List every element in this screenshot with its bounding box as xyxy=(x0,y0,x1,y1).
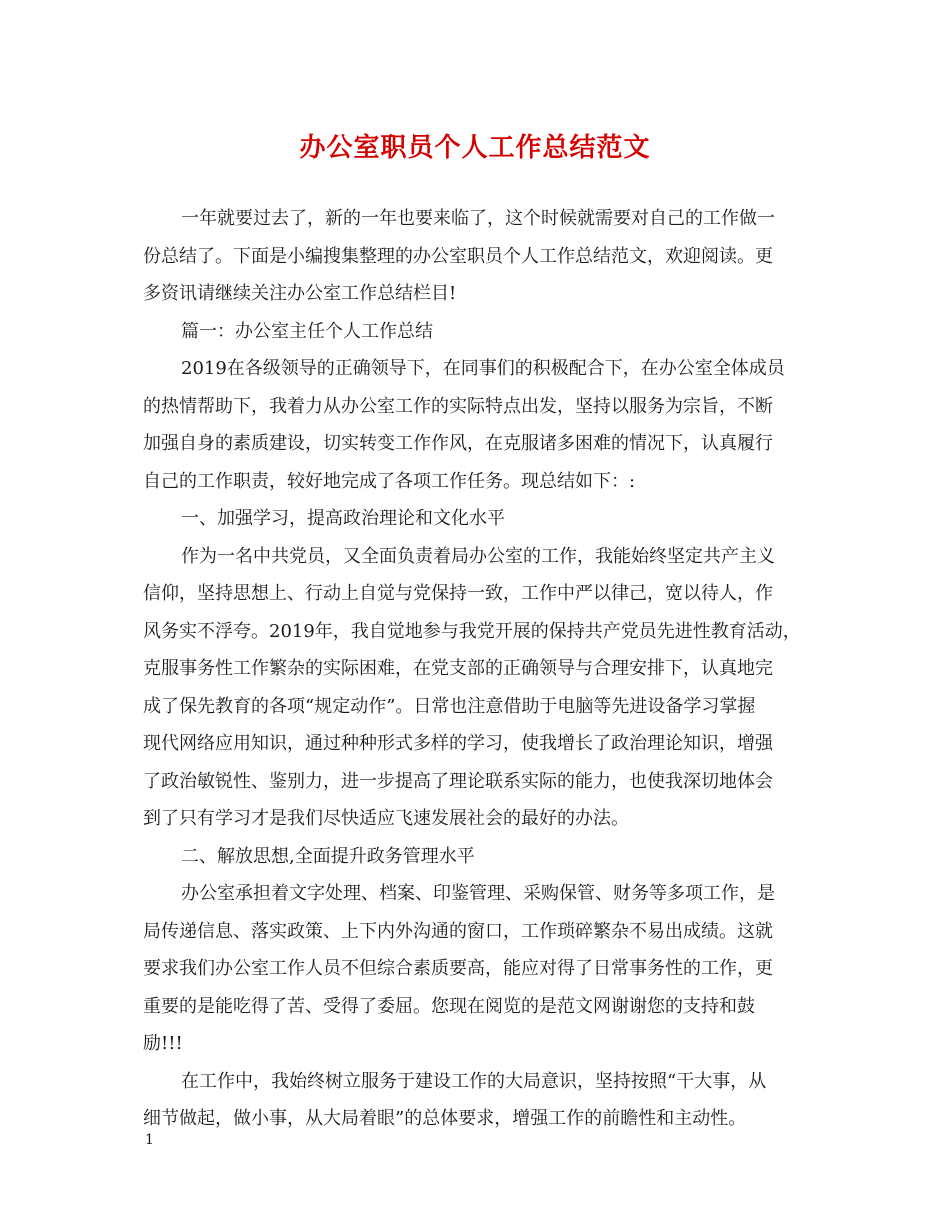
paragraph-line: 克服事务性工作繁杂的实际困难，在党支部的正确领导与合理安排下，认真地完 xyxy=(143,658,773,679)
paragraph-line: 局传递信息、落实政策、上下内外沟通的窗口，工作琐碎繁杂不易出成绩。这就 xyxy=(143,920,773,942)
paragraph-line: 现代网络应用知识，通过种种形式多样的学习，使我增长了政治理论知识，增强 xyxy=(143,733,773,754)
paragraph-line: 的热情帮助下，我着力从办公室工作的实际特点出发，坚持以服务为宗旨，不断 xyxy=(143,395,773,417)
paragraph-line: 成了保先教育的各项“规定动作”。日常也注意借助于电脑等先进设备学习掌握 xyxy=(143,695,756,717)
paragraph-line: 加强自身的素质建设，切实转变工作作风，在克服诸多困难的情况下，认真履行 xyxy=(143,433,773,454)
paragraph-line: 励!!! xyxy=(143,1033,183,1054)
paragraph-line: 重要的是能吃得了苦、受得了委屈。您现在阅览的是范文网谢谢您的支持和鼓 xyxy=(143,995,755,1017)
paragraph-line: 信仰，坚持思想上、行动上自觉与党保持一致，工作中严以律己，宽以待人，作 xyxy=(143,583,773,604)
paragraph-line: 2019在各级领导的正确领导下，在同事们的积极配合下，在办公室全体成员 xyxy=(181,358,785,379)
paragraph-line: 在工作中，我始终树立服务于建设工作的大局意识，坚持按照“干大事，从 xyxy=(181,1070,767,1092)
document-body xyxy=(143,200,811,1138)
paragraph-line: 作为一名中共党员，又全面负责着局办公室的工作，我能始终坚定共产主义 xyxy=(181,545,775,567)
section-heading: 篇一：办公室主任个人工作总结 xyxy=(181,320,433,342)
paragraph-line: 一年就要过去了，新的一年也要来临了，这个时候就需要对自己的工作做一 xyxy=(181,208,775,229)
paragraph-line: 了政治敏锐性、鉴别力，进一步提高了理论联系实际的能力，也使我深切地体会 xyxy=(143,770,773,792)
paragraph-line: 自己的工作职责，较好地完成了各项工作任务。现总结如下：: xyxy=(143,470,636,492)
section-heading: 二、解放思想,全面提升政务管理水平 xyxy=(181,845,475,867)
paragraph-line: 到了只有学习才是我们尽快适应飞速发展社会的最好的办法。 xyxy=(143,808,629,829)
paragraph-line: 办公室承担着文字处理、档案、印鉴管理、采购保管、财务等多项工作，是 xyxy=(181,883,775,904)
paragraph-line: 份总结了。下面是小编搜集整理的办公室职员个人工作总结范文，欢迎阅读。更 xyxy=(143,245,773,267)
page-number: 1 xyxy=(145,1132,154,1148)
paragraph-line: 多资讯请继续关注办公室工作总结栏目! xyxy=(143,283,457,304)
paragraph-line: 风务实不浮夸。2019年，我自觉地参与我党开展的保持共产党员先进性教育活动， xyxy=(143,620,801,642)
paragraph-line: 细节做起，做小事，从大局着眼”的总体要求，增强工作的前瞻性和主动性。 xyxy=(143,1108,747,1129)
document-title: 办公室职员个人工作总结范文 xyxy=(299,133,651,163)
section-heading: 一、加强学习，提高政治理论和文化水平 xyxy=(181,508,505,529)
paragraph-line: 要求我们办公室工作人员不但综合素质要高，能应对得了日常事务性的工作，更 xyxy=(143,958,773,979)
